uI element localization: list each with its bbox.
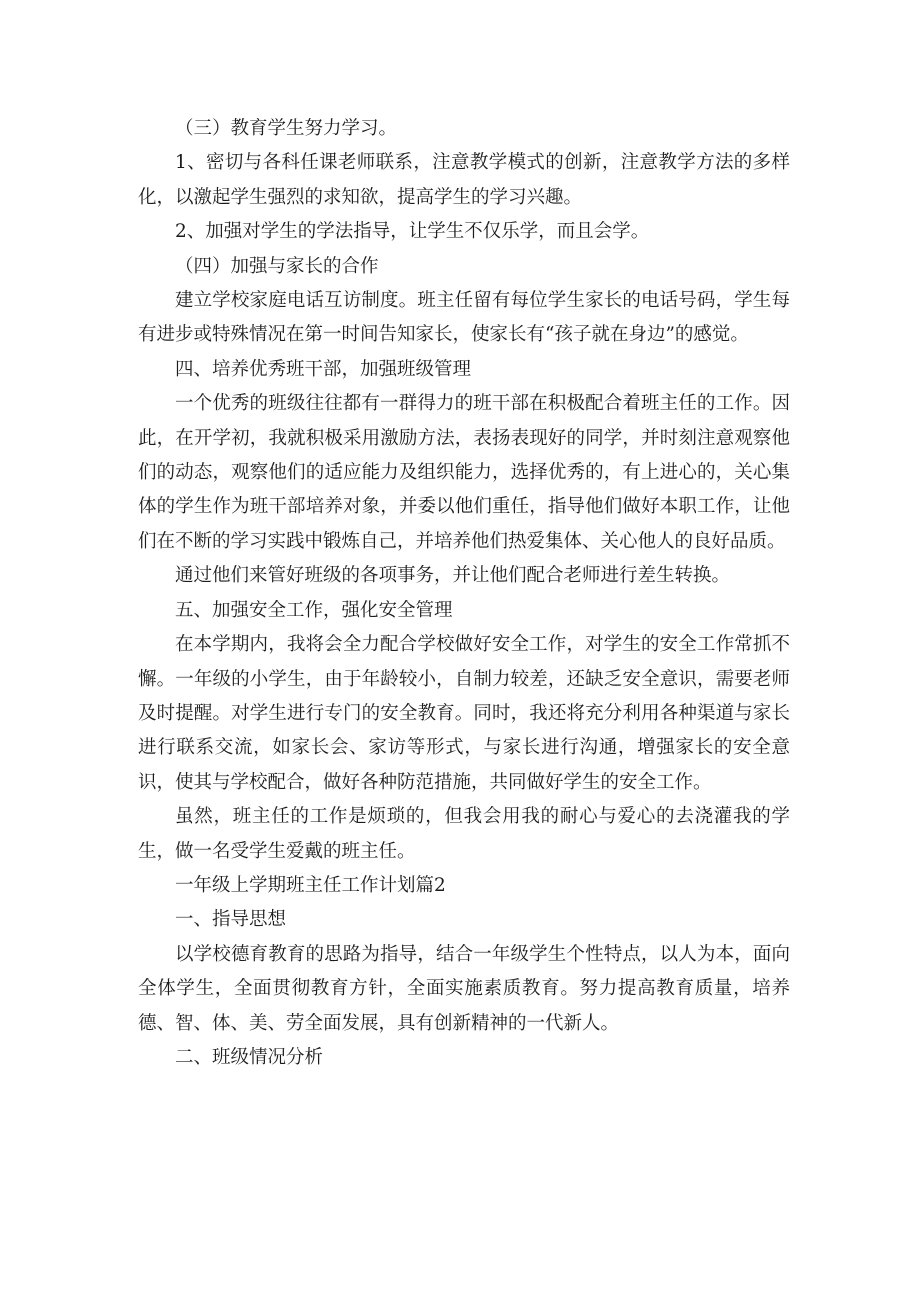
paragraph-class-cadres: 一个优秀的班级往往都有一群得力的班干部在积极配合着班主任的工作。因此，在开学初，我就积极采用激励方法，表扬表现好的同学，并时刻注意观察他们的动态，观察他们的适应能力及组织能力，选择优秀的，有上进心的，关心集体的学生作为班干部培养对象，并委以他们重任，指导他们做好本职工作，让他们在不断的学习实践中锻炼自己，并培养他们热爱集体、关心他人的良好品质。 xyxy=(138,393,790,552)
paragraph-item-2: 2、加强对学生的学法指导，让学生不仅乐学，而且会学。 xyxy=(175,221,650,243)
section-heading-class-analysis: 二、班级情况分析 xyxy=(175,1046,324,1068)
paragraph-conclusion: 虽然，班主任的工作是烦琐的，但我会用我的耐心与爱心的去浇灌我的学生，做一名受学生爱戴的班主任。 xyxy=(138,806,790,862)
paragraph-phone-visits: 建立学校家庭电话互访制度。班主任留有每位学生家长的电话号码，学生每有进步或特殊情况在第一时间告知家长，使家长有“孩子就在身边”的感觉。 xyxy=(138,290,790,346)
paragraph-subheading-3: （三）教育学生努力学习。 xyxy=(175,118,398,139)
paragraph-item-1: 1、密切与各科任课老师联系，注意教学模式的创新，注意教学方法的多样化，以激起学生强烈的求知欲，提高学生的学习兴趣。 xyxy=(138,152,790,208)
section-heading-5: 五、加强安全工作，强化安全管理 xyxy=(175,599,453,621)
document-body xyxy=(138,112,790,1075)
paragraph-class-affairs: 通过他们来管好班级的各项事务，并让他们配合老师进行差生转换。 xyxy=(175,565,731,587)
paragraph-safety-work: 在本学期内，我将会全力配合学校做好安全工作，对学生的安全工作常抓不懈。一年级的小学生，由于年龄较小，自制力较差，还缺乏安全意识，需要老师及时提醒。对学生进行专门的安全教育。同时，我还将充分利用各种渠道与家长进行联系交流，如家长会、家访等形式，与家长进行沟通，增强家长的安全意识，使其与学校配合，做好各种防范措施，共同做好学生的安全工作。 xyxy=(138,634,790,793)
plan-title-part-2: 一年级上学期班主任工作计划篇2 xyxy=(175,874,446,896)
paragraph-subheading-4: （四）加强与家长的合作 xyxy=(175,255,379,277)
section-heading-4: 四、培养优秀班干部，加强班级管理 xyxy=(175,358,472,380)
paragraph-guiding-ideology: 以学校德育教育的思路为指导，结合一年级学生个性特点，以人为本，面向全体学生，全面贯彻教育方针，全面实施素质教育。努力提高教育质量，培养德、智、体、美、劳全面发展，具有创新精神的一代新人。 xyxy=(138,943,790,1034)
section-heading-guiding-ideology: 一、指导思想 xyxy=(175,909,287,931)
